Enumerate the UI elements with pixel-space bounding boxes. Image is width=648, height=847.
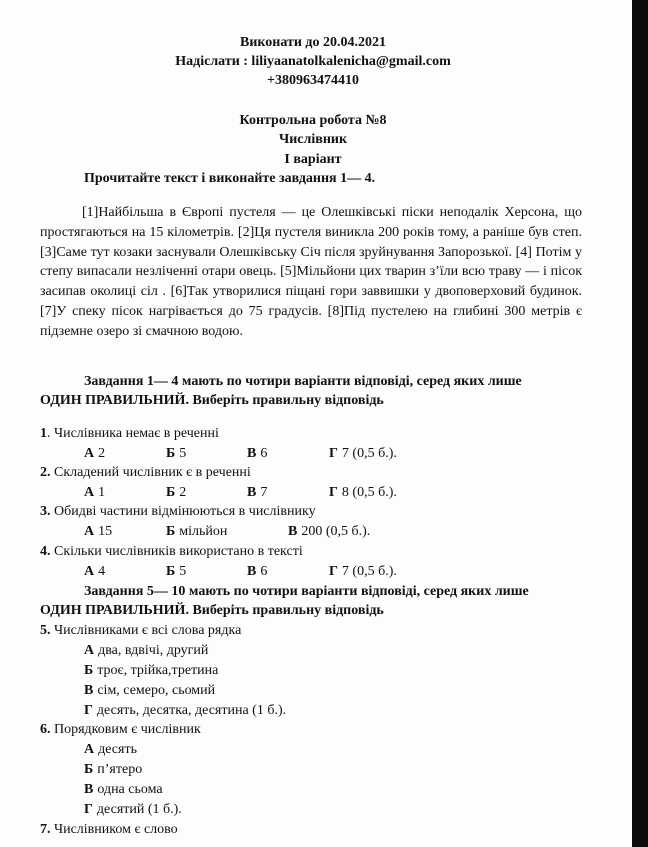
option-letter: Б <box>166 524 176 539</box>
option-value: 6 <box>260 564 268 579</box>
option-letter: А <box>84 485 95 500</box>
section1-heading-2: ОДИН ПРАВИЛЬНИЙ. Виберіть правильну відповідь <box>40 393 384 408</box>
test-title: Контрольна робота №8 <box>239 113 387 128</box>
question-number: 4. <box>40 544 51 559</box>
question-6 <box>40 721 201 738</box>
option-letter: В <box>288 524 298 539</box>
option-value: 2 <box>98 446 106 461</box>
question-text: Числівником є слово <box>50 822 178 837</box>
question-text: Скільки числівників використано в тексті <box>50 544 303 559</box>
option-letter: Б <box>166 485 176 500</box>
option-value: 15 <box>98 524 113 539</box>
option-d[interactable] <box>84 702 286 719</box>
option-letter: Б <box>84 762 94 777</box>
option-b[interactable] <box>84 761 142 778</box>
question-text: Складений числівник є в реченні <box>50 465 251 480</box>
option-c[interactable] <box>84 781 163 798</box>
question-4 <box>40 543 303 560</box>
option-a[interactable] <box>84 642 208 659</box>
option-a[interactable] <box>84 563 105 580</box>
option-letter: А <box>84 643 95 658</box>
question-text: Порядковим є числівник <box>50 722 201 737</box>
option-value: 4 <box>98 564 106 579</box>
paragraph-text: [1]Найбільша в Європі пустеля — це Олешківські піски неподалік Херсона, що простягаються на 15 кілометрів. [2]Ця пустеля виникла 200 років тому, а раніше був степ. [3]Саме тут козаки заснували Олешківську Січ після зруйнування Запорозької. [4] Потім у степу випасали незліченні отари овець. [5]Мільйони цих тварин з’їли всю траву — і пісок засипав околиці сіл . [6]Так утворилися піщані гори заввишки у двоповерховий будинок. [7]У спеку пісок нагрівається до 75 градусів. [8]Під пустелею на глибині 300 метрів є підземне озеро зі смачною водою. <box>40 205 582 339</box>
option-letter: В <box>247 485 257 500</box>
question-7 <box>40 821 178 838</box>
test-variant: І варіант <box>284 152 342 167</box>
option-value: 7 (0,5 б.). <box>341 446 397 461</box>
option-b[interactable] <box>166 445 186 462</box>
option-value: два, вдвічі, другий <box>98 643 209 658</box>
page-shadow <box>632 0 648 847</box>
option-value: 1 <box>98 485 106 500</box>
option-c[interactable] <box>288 523 370 540</box>
option-value: десять <box>98 742 137 757</box>
question-number: 3. <box>40 504 51 519</box>
option-value: одна сьома <box>97 782 163 797</box>
test-topic: Числівник <box>278 132 348 147</box>
question-5 <box>40 622 241 639</box>
option-b[interactable] <box>166 563 186 580</box>
option-letter: Б <box>166 446 176 461</box>
question-text: Числівниками є всі слова рядка <box>50 623 242 638</box>
question-number: 1 <box>40 426 47 441</box>
option-letter: В <box>84 782 94 797</box>
option-b[interactable] <box>84 662 218 679</box>
question-text: Обидві частини відмінюються в числівнику <box>50 504 316 519</box>
option-c[interactable] <box>247 563 267 580</box>
option-letter: А <box>84 742 95 757</box>
option-letter: Г <box>329 564 338 579</box>
option-value: десять, десятка, десятина (1 б.). <box>96 703 287 718</box>
question-1 <box>40 425 219 442</box>
option-value: п’ятеро <box>97 762 143 777</box>
option-value: 8 (0,5 б.). <box>341 485 397 500</box>
question-number: 5. <box>40 623 51 638</box>
question-3 <box>40 503 316 520</box>
option-value: 7 <box>260 485 268 500</box>
send-to: Надіслати : liliyaanatolkalenicha@gmail.com <box>175 54 451 69</box>
option-value: десятий (1 б.). <box>96 802 182 817</box>
question-2 <box>40 464 251 481</box>
question-number: 7. <box>40 822 51 837</box>
option-value: 2 <box>179 485 187 500</box>
phone: +380963474410 <box>267 73 359 88</box>
option-value: сім, семеро, сьомий <box>97 683 216 698</box>
option-value: 5 <box>179 564 187 579</box>
option-value: мільйон <box>179 524 228 539</box>
option-d[interactable] <box>329 484 397 501</box>
option-b[interactable] <box>166 484 186 501</box>
option-value: 7 (0,5 б.). <box>341 564 397 579</box>
option-letter: Г <box>329 485 338 500</box>
question-text: . Числівника немає в реченні <box>47 426 219 441</box>
option-a[interactable] <box>84 523 112 540</box>
option-c[interactable] <box>247 445 267 462</box>
option-letter: В <box>247 564 257 579</box>
option-letter: Г <box>329 446 338 461</box>
instruction: Прочитайте текст і виконайте завдання 1— 4. <box>84 171 376 186</box>
option-letter: Б <box>84 663 94 678</box>
option-a[interactable] <box>84 741 137 758</box>
option-d[interactable] <box>329 563 397 580</box>
section2-heading-2: ОДИН ПРАВИЛЬНИЙ. Виберіть правильну відповідь <box>40 603 384 618</box>
option-letter: А <box>84 524 95 539</box>
option-value: троє, трійка,третина <box>97 663 219 678</box>
option-value: 5 <box>179 446 187 461</box>
question-number: 6. <box>40 722 51 737</box>
option-d[interactable] <box>329 445 397 462</box>
option-c[interactable] <box>247 484 267 501</box>
option-letter: Г <box>84 802 93 817</box>
section2-heading: Завдання 5— 10 мають по чотири варіанти відповіді, серед яких лише <box>84 584 529 599</box>
section1-heading: Завдання 1— 4 мають по чотири варіанти відповіді, серед яких лише <box>84 374 522 389</box>
deadline: Виконати до 20.04.2021 <box>239 35 386 50</box>
option-value: 200 (0,5 б.). <box>301 524 371 539</box>
option-b[interactable] <box>166 523 227 540</box>
option-letter: В <box>84 683 94 698</box>
question-number: 2. <box>40 465 51 480</box>
option-value: 6 <box>260 446 268 461</box>
option-a[interactable] <box>84 484 105 501</box>
text-paragraph <box>40 203 582 342</box>
option-d[interactable] <box>84 801 182 818</box>
option-letter: А <box>84 446 95 461</box>
option-letter: А <box>84 564 95 579</box>
option-letter: Б <box>166 564 176 579</box>
option-letter: В <box>247 446 257 461</box>
option-a[interactable] <box>84 445 105 462</box>
option-c[interactable] <box>84 682 215 699</box>
option-letter: Г <box>84 703 93 718</box>
